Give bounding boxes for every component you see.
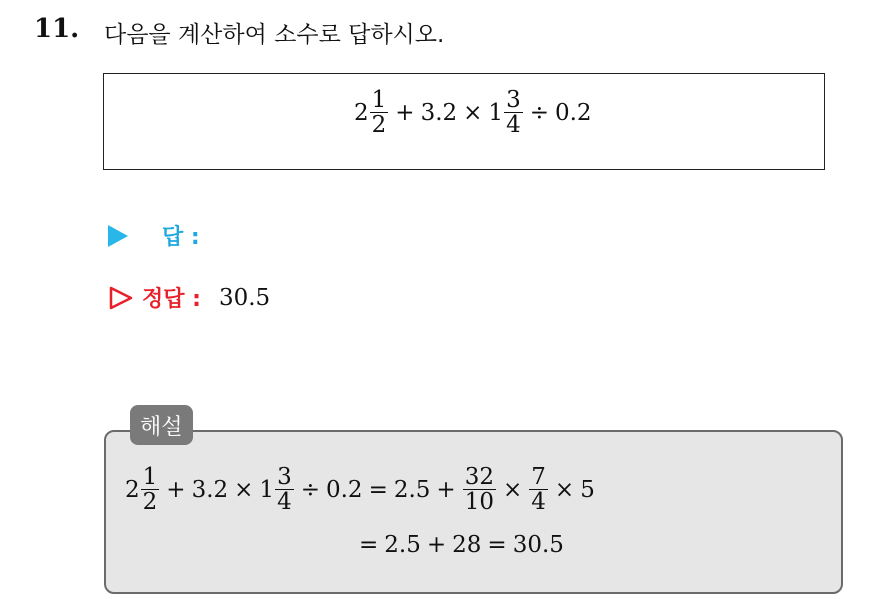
mixed-whole: 2 bbox=[125, 476, 140, 503]
answer-row bbox=[108, 220, 200, 251]
denominator: 4 bbox=[506, 112, 521, 139]
outline-play-icon bbox=[108, 285, 134, 311]
fraction bbox=[275, 465, 294, 514]
equals-sign: = bbox=[368, 476, 388, 503]
result-value: 30.5 bbox=[512, 532, 564, 558]
numerator: 1 bbox=[142, 464, 158, 490]
times-sign: × bbox=[502, 476, 523, 503]
fraction bbox=[529, 465, 548, 514]
answer-label: 답 : bbox=[162, 225, 200, 250]
times-sign: × bbox=[463, 99, 483, 126]
denominator: 2 bbox=[371, 112, 387, 139]
decimal: 0.2 bbox=[554, 99, 592, 126]
denominator: 2 bbox=[142, 489, 158, 516]
expression-box bbox=[103, 73, 825, 170]
fraction bbox=[141, 465, 160, 514]
play-icon bbox=[108, 225, 128, 247]
decimal: 2.5 bbox=[384, 532, 421, 558]
correct-answer-value: 30.5 bbox=[218, 284, 271, 311]
decimal: 3.2 bbox=[191, 476, 229, 503]
integer: 28 bbox=[452, 532, 482, 558]
decimal: 0.2 bbox=[325, 476, 363, 503]
numerator: 3 bbox=[277, 464, 292, 490]
denominator: 10 bbox=[464, 489, 494, 516]
integer: 5 bbox=[580, 476, 595, 503]
fraction bbox=[504, 88, 523, 137]
solution-tab: 해설 bbox=[130, 405, 193, 445]
solution-line-2 bbox=[353, 532, 564, 558]
correct-answer-row bbox=[108, 282, 270, 313]
mixed-whole: 1 bbox=[259, 476, 275, 503]
fraction bbox=[463, 465, 496, 514]
solution-line-1 bbox=[125, 465, 595, 514]
denominator: 4 bbox=[277, 489, 292, 516]
numerator: 7 bbox=[531, 464, 546, 490]
fraction bbox=[370, 88, 389, 137]
correct-answer-label: 정답 : bbox=[142, 287, 201, 312]
numerator: 3 bbox=[506, 87, 521, 113]
equals-sign: = bbox=[359, 532, 379, 558]
decimal: 2.5 bbox=[393, 476, 431, 503]
expression bbox=[354, 88, 592, 137]
numerator: 32 bbox=[464, 464, 494, 490]
decimal: 3.2 bbox=[420, 99, 458, 126]
times-sign: × bbox=[554, 476, 575, 503]
mixed-whole: 2 bbox=[354, 99, 369, 126]
question-text: 다음을 계산하여 소수로 답하시오. bbox=[104, 22, 445, 48]
plus-sign: + bbox=[436, 476, 456, 503]
numerator: 1 bbox=[371, 87, 387, 113]
divide-sign: ÷ bbox=[529, 99, 549, 126]
denominator: 4 bbox=[531, 489, 546, 516]
question-number: 11. bbox=[34, 14, 80, 44]
equals-sign: = bbox=[487, 532, 507, 558]
times-sign: × bbox=[234, 476, 254, 503]
plus-sign: + bbox=[426, 532, 447, 558]
divide-sign: ÷ bbox=[300, 476, 320, 503]
plus-sign: + bbox=[166, 476, 186, 503]
plus-sign: + bbox=[395, 99, 415, 126]
mixed-whole: 1 bbox=[488, 99, 504, 126]
